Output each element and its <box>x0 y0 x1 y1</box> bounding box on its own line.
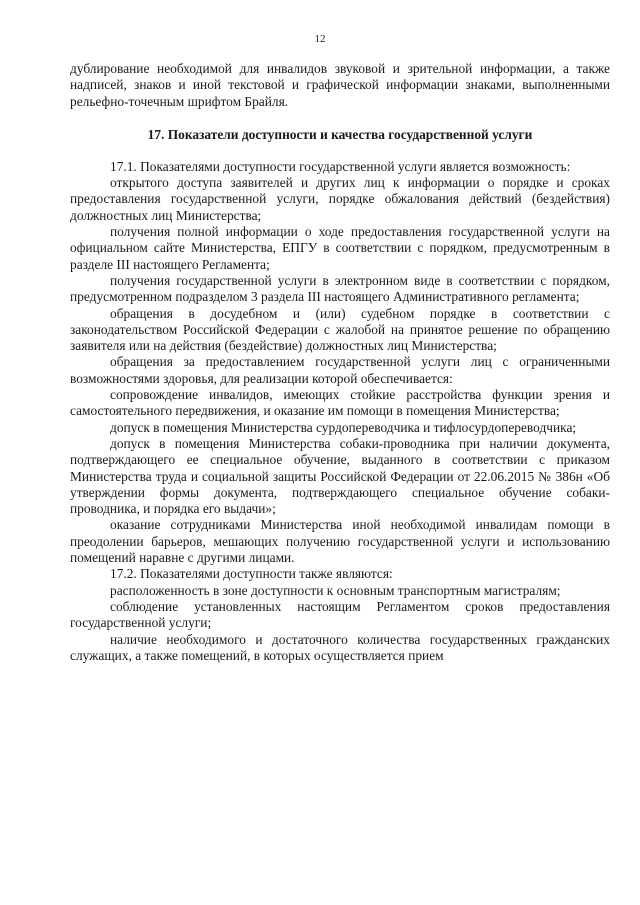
paragraph-disabled-access: обращения за предоставлением государственной услуги лиц с ограниченными возможностями здоровья, для реализации которой обеспечивается: <box>70 354 610 386</box>
paragraph-17-1: 17.1. Показателями доступности государственной услуги является возможность: <box>110 158 571 174</box>
paragraph-electronic: получения государственной услуги в электронном виде в соответствии с порядком, предусмотренном подразделом 3 раздела III настоящего Административного регламента; <box>70 272 610 305</box>
paragraph-full-info: получения полной информации о ходе предоставления государственной услуги на официальном сайте Министерства, ЕПГУ в соответствии с порядком, предусмотренным в разделе III настоящего Регламента; <box>70 224 610 272</box>
paragraph-17-2: 17.2. Показателями доступности также являются: <box>110 566 393 582</box>
paragraph-deadlines: соблюдение установленных настоящим Регламентом сроков предоставления государственной услуги; <box>70 598 610 631</box>
paragraph-sign-interpreter: допуск в помещения Министерства сурдопереводчика и тифлосурдопереводчика; <box>110 419 577 435</box>
page-content <box>70 61 610 664</box>
paragraph-transport: расположенность в зоне доступности к основным транспортным магистралям; <box>110 582 561 598</box>
paragraph-assistance: оказание сотрудниками Министерства иной необходимой инвалидам помощи в преодолении барьеров, мешающих получению государственной услуги и использованию помещений наравне с другими лицами. <box>70 517 610 566</box>
paragraph-open-access: открытого доступа заявителей и других лиц к информации о порядке и сроках предоставления государственной услуги, порядке обжалования действий (бездействия) должностных лиц Министерства; <box>70 175 610 223</box>
paragraph-escort: сопровождение инвалидов, имеющих стойкие расстройства функции зрения и самостоятельного передвижения, и оказание им помощи в помещения Министерства; <box>70 387 610 419</box>
section-heading: 17. Показатели доступности и качества государственной услуги <box>147 126 533 142</box>
intro-paragraph: дублирование необходимой для инвалидов звуковой и зрительной информации, а также надписей, знаков и иной текстовой и графической информации знаками, выполненными рельефно-точечным шрифтом Брайля. <box>70 61 610 109</box>
paragraph-guide-dog: допуск в помещения Министерства собаки-проводника при наличии документа, подтверждающего ее специальное обучение, выданного в соответствии с приказом Министерства труда и социальной защиты Российской Федерации от 22.06.2015 № 386н «Об утверждении формы документа, подтверждающего специальное обучение собаки-проводника, и порядка его выдачи»; <box>70 435 610 517</box>
paragraph-appeal: обращения в досудебном и (или) судебном порядке в соответствии с законодательством Российской Федерации с жалобой на принятое решение по обращению заявителя или на действия (бездействие) должностных лиц Министерства; <box>70 305 610 354</box>
page-number: 12 <box>314 33 326 45</box>
paragraph-staff: наличие необходимого и достаточного количества государственных гражданских служащих, а также помещений, в которых осуществляется прием <box>70 631 610 663</box>
